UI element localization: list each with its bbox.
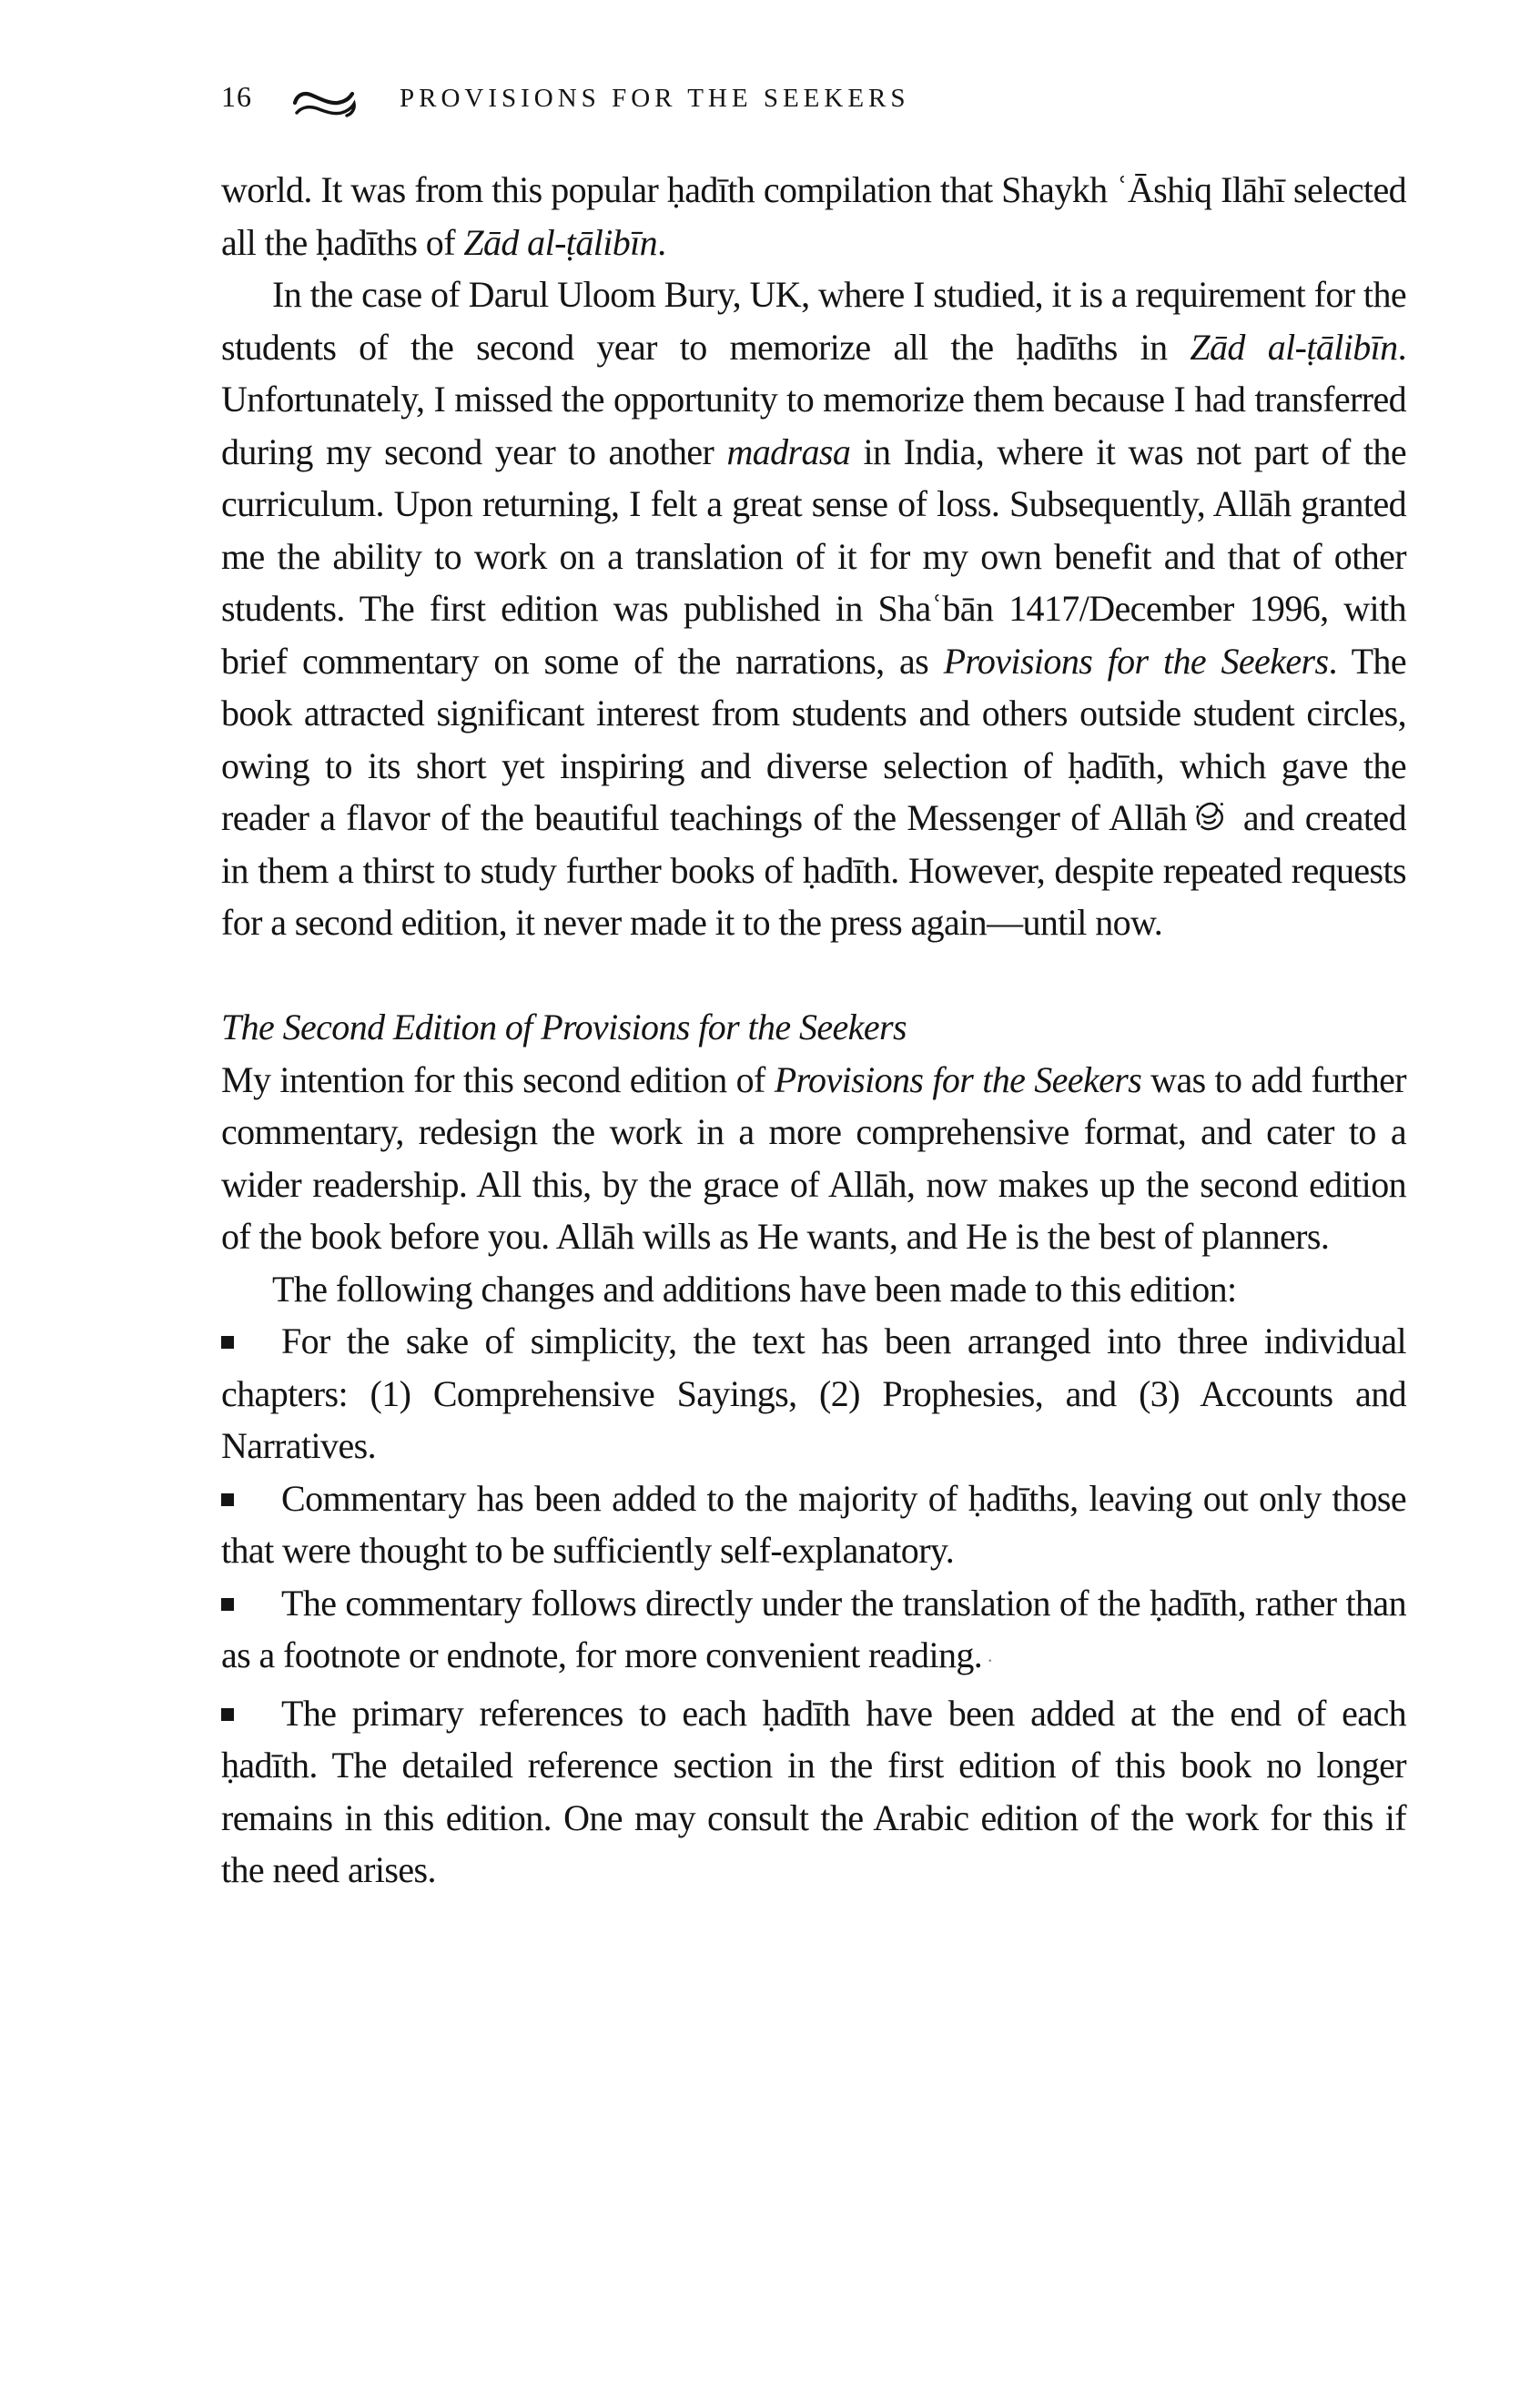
page-number: 16: [221, 80, 252, 113]
running-header: [0, 0, 1530, 122]
paragraph-opening: [221, 164, 1406, 268]
square-bullet-icon: [221, 1336, 234, 1349]
text-run: in India, where it was not part of the curriculum. Upon returning, I felt a great sense of loss. Subsequently, Allāh granted me the ability to work on a translation of it for my own benefit and that of other students. The first edition was published in Shaʿbān 1417/December 1996, with brief commentary on some of the narrations, as: [221, 430, 1406, 682]
bullet-item-commentary-placement: [221, 1577, 1406, 1687]
text-run: For the sake of simplicity, the text has been arranged into three individual chapters: (1) Comprehensive Sayings, (2) Prophesies, and (3) Accounts and Narratives.: [221, 1320, 1406, 1466]
text-run: ·: [982, 1649, 993, 1672]
text-column: [221, 164, 1406, 1897]
italic-text: Zād al-ṭālibīn: [1190, 326, 1398, 368]
italic-text: The Second Edition of Provisions for the Seekers: [221, 1007, 907, 1047]
text-run: My intention for this second edition of: [221, 1058, 775, 1100]
running-title: PROVISIONS FOR THE SEEKERS: [400, 84, 910, 113]
text-run: was to add further commentary, redesign the work in a more comprehensive format, and cater to a wider readership. All this, by the grace of Allāh, now makes up the second edition of the book before you. Allāh wills as He wants, and He is the best of planners.: [221, 1058, 1406, 1257]
paragraph-first-edition: [221, 268, 1406, 949]
text-run: world. It was from this popular ḥadīth compilation that Shaykh ʿĀshiq Ilāhī selected all the ḥadīths of: [221, 169, 1406, 263]
paragraph-intention: [221, 1054, 1406, 1263]
italic-text: Provisions for the Seekers: [943, 640, 1329, 682]
square-bullet-icon: [221, 1598, 234, 1611]
text-run: [221, 1583, 1406, 1676]
italic-text: madrasa: [726, 430, 851, 472]
bullet-item-commentary-added: [221, 1472, 1406, 1577]
text-run: [221, 274, 1406, 838]
italic-text: Zād al-ṭālibīn: [463, 221, 658, 263]
square-bullet-icon: [221, 1708, 234, 1721]
text-run: Commentary has been added to the majority of ḥadīths, leaving out only those that were thought to be sufficiently self-explanatory.: [221, 1477, 1406, 1571]
text-run: The primary references to each ḥadīth have been added at the end of each ḥadīth. The detailed reference section in the first edition of this book no longer remains in this edition. One may consult the Arabic edition of the work for this if the need arises.: [221, 1692, 1406, 1890]
text-run: [221, 1478, 1406, 1572]
text-run: [221, 1320, 1406, 1466]
text-run: and created in them a thirst to study further books of ḥadīth. However, despite repeated requests for a second edition, it never made it to the press again—until now.: [221, 797, 1406, 943]
header-ornament-icon: [289, 87, 360, 122]
honorific-icon: [1191, 795, 1229, 837]
square-bullet-icon: [221, 1493, 234, 1506]
text-run: [221, 1693, 1406, 1891]
section-heading: [221, 1001, 1406, 1054]
text-run: . Unfortunately, I missed the opportunity to memorize them because I had transferred during my second year to another: [221, 326, 1406, 472]
text-run: The commentary follows directly under the translation of the ḥadīth, rather than as a footnote or endnote, for more convenient reading.: [221, 1582, 1406, 1675]
bullet-item-references: [221, 1687, 1406, 1897]
text-run: The following changes and additions have been made to this edition:: [272, 1268, 1237, 1310]
text-run: In the case of Darul Uloom Bury, UK, where I studied, it is a requirement for the students of the second year to memorize all the ḥadīths in: [221, 274, 1406, 368]
text-run: .: [657, 221, 666, 263]
italic-text: Provisions for the Seekers: [774, 1058, 1142, 1100]
text-run: . The book attracted significant interest from students and others outside student circles, owing to its short yet inspiring and diverse selection of ḥadīth, which gave the reader a flavor of the beautiful teachings of the Messenger of Allāh: [221, 640, 1406, 838]
paragraph-changes-intro: [221, 1263, 1406, 1316]
bullet-item-chapters: [221, 1315, 1406, 1472]
